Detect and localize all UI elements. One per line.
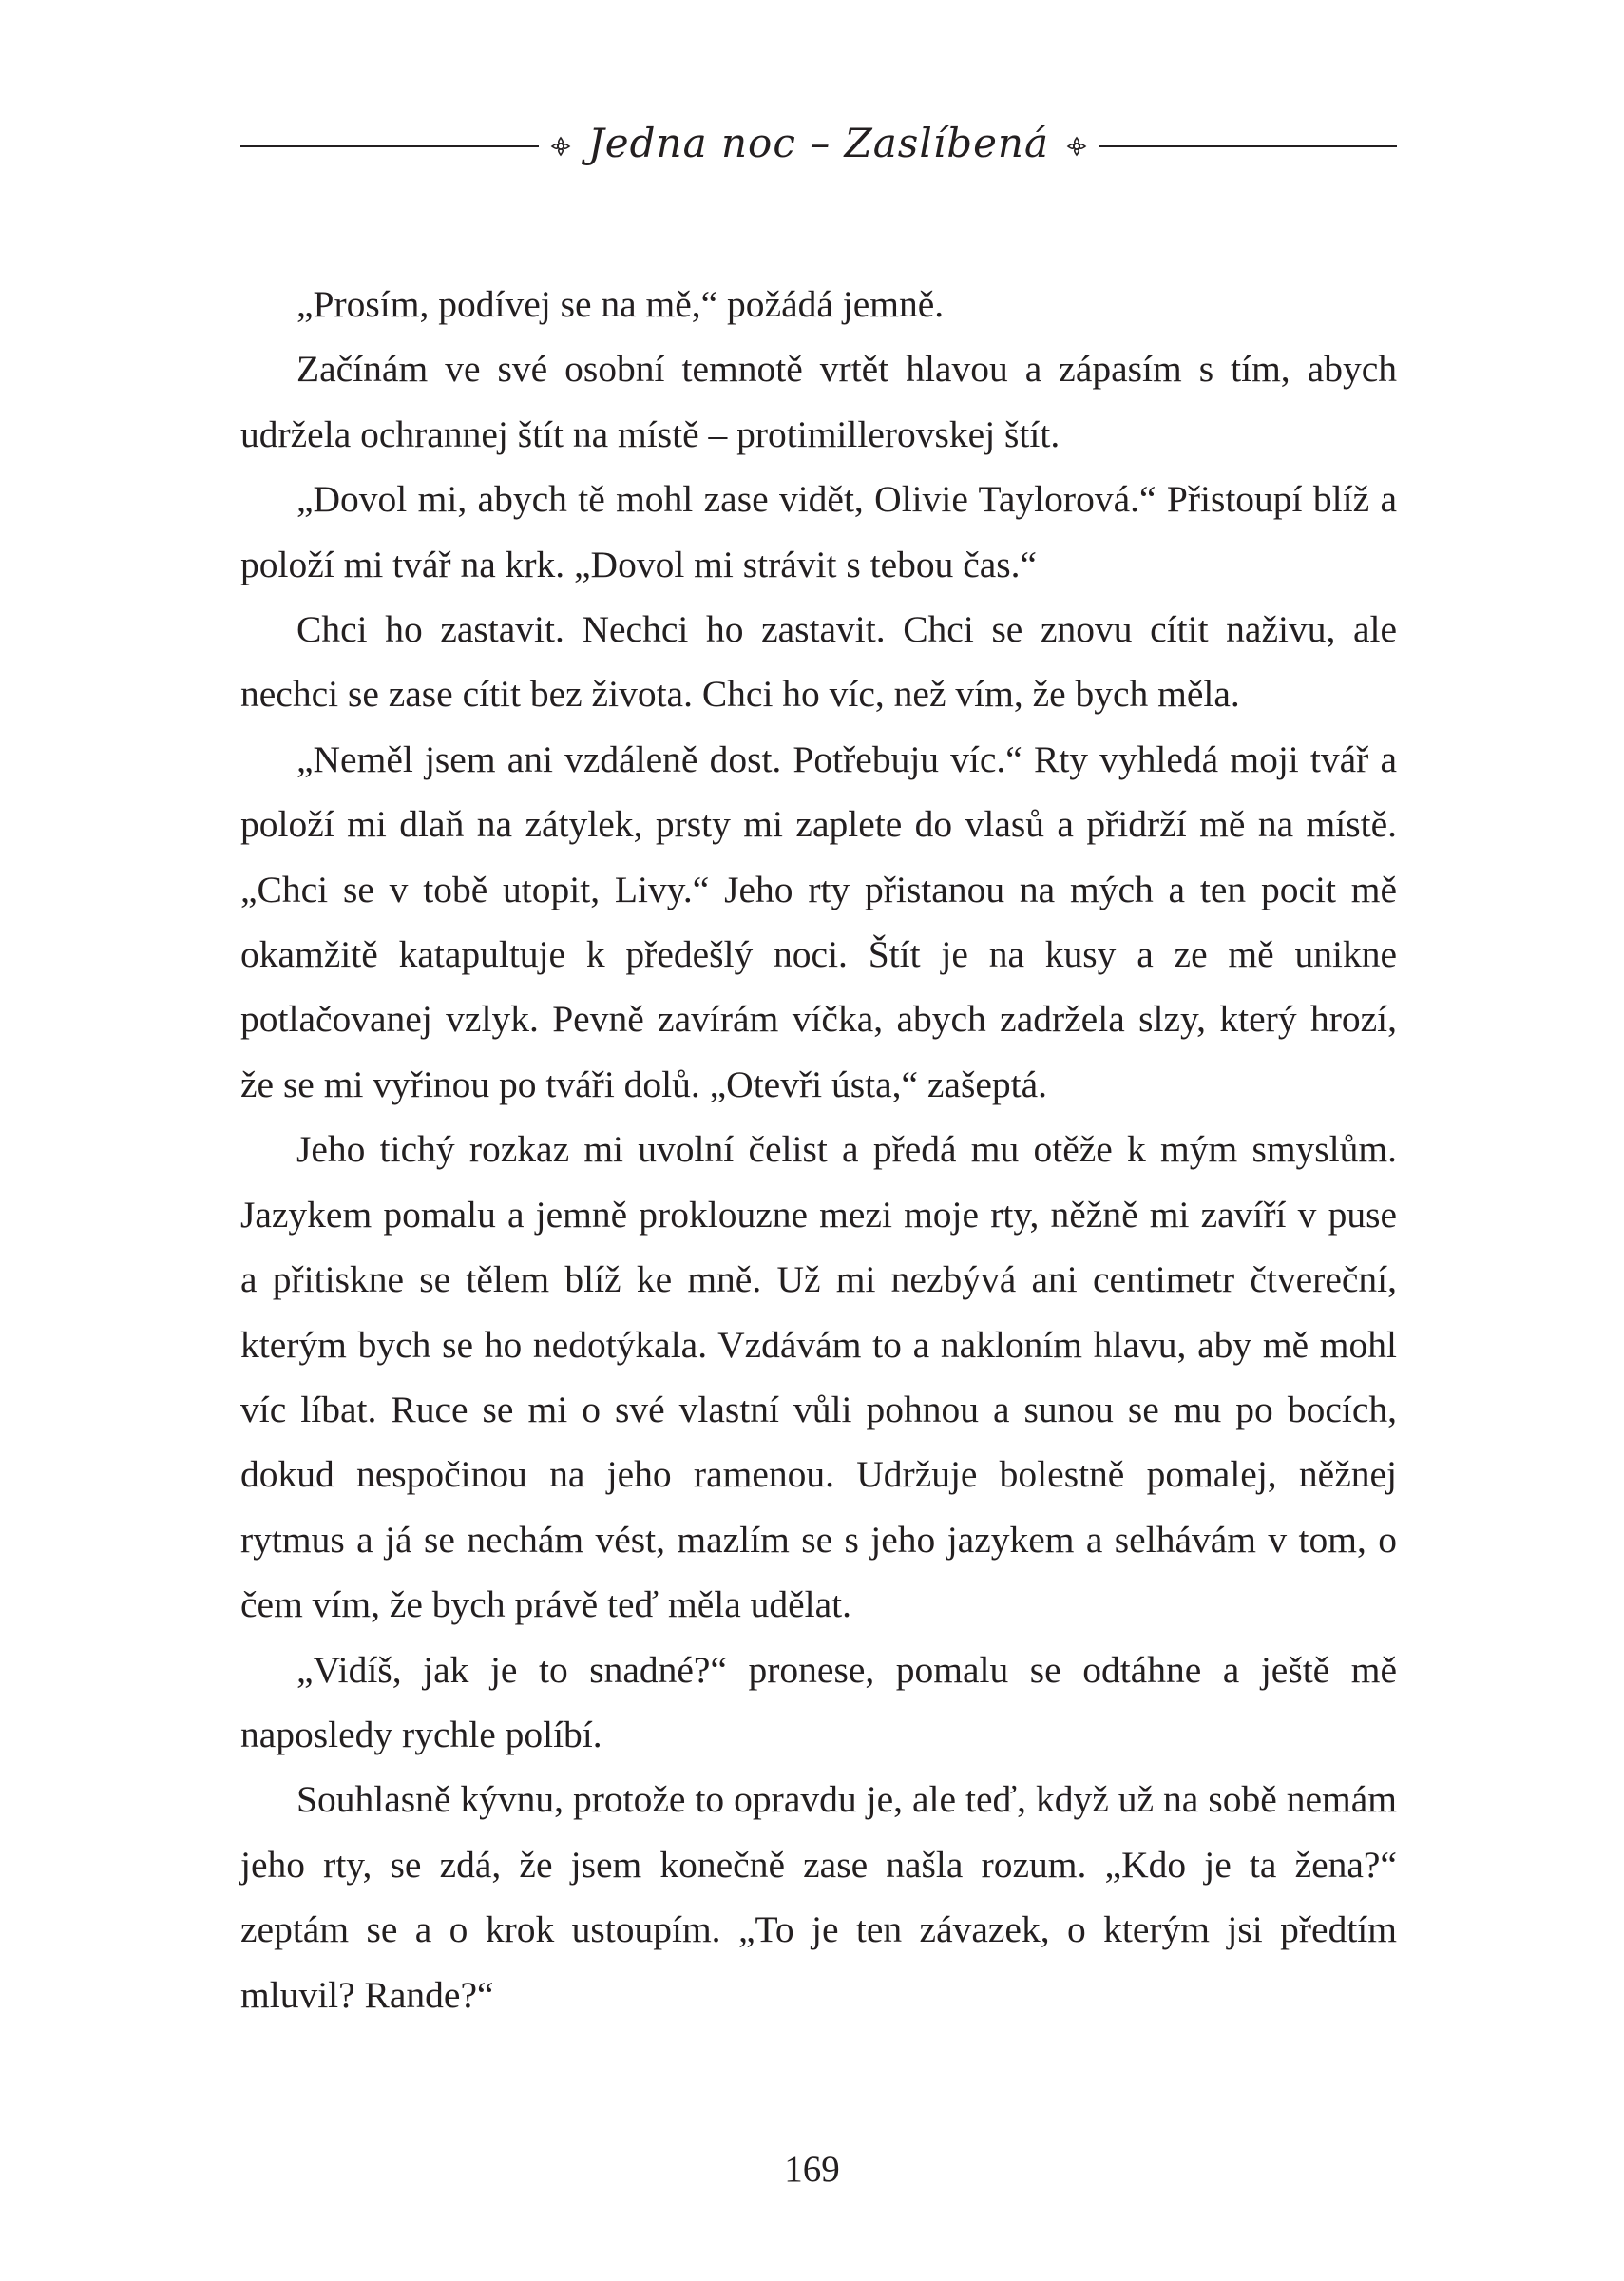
header-rule-left <box>240 145 539 147</box>
paragraph: „Dovol mi, abych tě mohl zase vidět, Olivie Taylorová.“ Přistoupí blíž a položí mi tvář na krk. „Dovol mi strávit s tebou čas.“ <box>240 478 1397 585</box>
fleuron-icon <box>1066 136 1087 157</box>
header-center <box>539 119 1099 170</box>
paragraph: Souhlasně kývnu, protože to opravdu je, ale teď, když už na sobě nemám jeho rty, se zdá, že jsem konečně zase našla rozum. „Kdo je ta žena?“ zeptám se a o krok ustoupím. „To je ten závazek, o kterým jsi předtím mluvil? Rande?“ <box>240 1778 1397 2016</box>
header-title: Jedna noc – Zaslíbená <box>587 119 1050 166</box>
paragraph: „Vidíš, jak je to snadné?“ pronese, pomalu se odtáhne a ještě mě naposledy rychle políbí. <box>240 1648 1397 1755</box>
paragraph: „Neměl jsem ani vzdáleně dost. Potřebuju víc.“ Rty vyhledá moji tvář a položí mi dlaň na zátylek, prsty mi zaplete do vlasů a přidrží mě na místě. „Chci se v tobě utopit, Livy.“ Jeho rty přistanou na mých a ten pocit mě okamžitě katapultuje k předešlý noci. Štít je na kusy a ze mě unikne potlačovanej vzlyk. Pevně zavírám víčka, abych zadržela slzy, který hrozí, že se mi vyřinou po tváři dolů. „Otevři ústa,“ zašeptá. <box>240 738 1397 1105</box>
paragraph: „Prosím, podívej se na mě,“ požádá jemně. <box>296 283 945 325</box>
paragraph: Začínám ve své osobní temnotě vrtět hlavou a zápasím s tím, abych udržela ochrannej štít na místě – protimillerovskej štít. <box>240 348 1397 455</box>
running-header <box>240 118 1397 175</box>
page-number: 169 <box>784 2149 840 2190</box>
header-rule-right <box>1099 145 1397 147</box>
paragraph: Chci ho zastavit. Nechci ho zastavit. Chci se znovu cítit naživu, ale nechci se zase cítit bez života. Chci ho víc, než vím, že bych měla. <box>240 608 1397 716</box>
paragraph: Jeho tichý rozkaz mi uvolní čelist a předá mu otěže k mým smyslům. Jazykem pomalu a jemně proklouzne mezi moje rty, něžně mi zavíří v puse a přitiskne se tělem blíž ke mně. Už mi nezbývá ani centimetr čtvereční, kterým bych se ho nedotýkala. Vzdávám to a nakloním hlavu, aby mě mohl víc líbat. Ruce se mi o své vlastní vůli pohnou a sunou se mu po bocích, dokud nespočinou na jeho ramenou. Udržuje bolestně pomalej, něžnej rytmus a já se nechám vést, mazlím se s jeho jazykem a selhávám v tom, o čem vím, že bych právě teď měla udělat. <box>240 1128 1397 1626</box>
body-text <box>240 272 1397 2027</box>
fleuron-icon <box>550 136 571 157</box>
